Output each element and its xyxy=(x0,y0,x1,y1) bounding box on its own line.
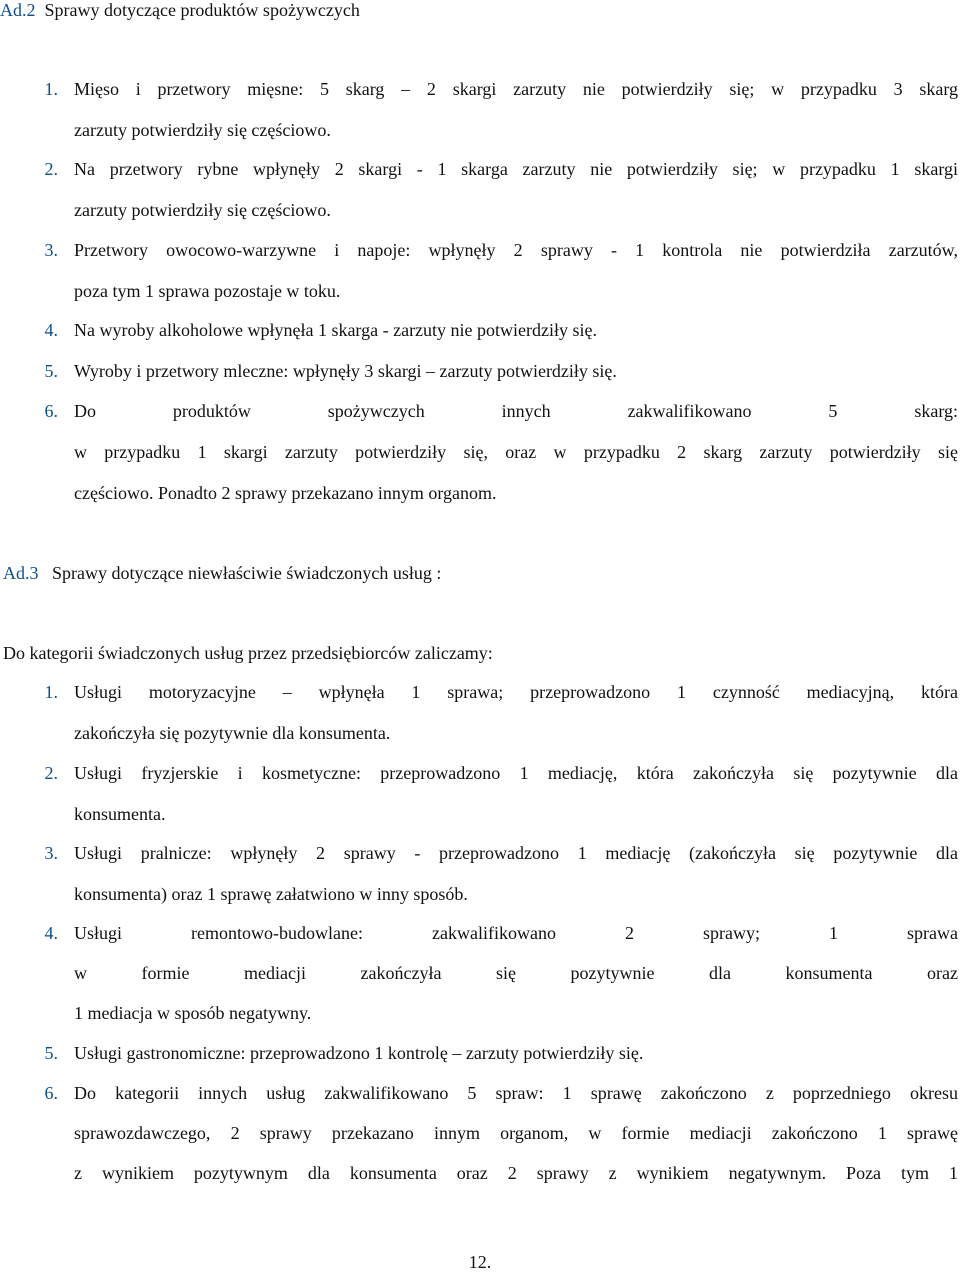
section-2-title: Sprawy dotyczące produktów spożywczych xyxy=(44,0,360,20)
list-item-number: 4. xyxy=(44,320,58,340)
list-item-number: 4. xyxy=(44,923,58,943)
list-item-text: sprawozdawczego, 2 sprawy przekazano innym organom, w formie mediacji zakończono 1 sprawę xyxy=(74,1123,958,1143)
section-3-intro: Do kategorii świadczonych usług przez przedsiębiorców zaliczamy: xyxy=(3,643,493,663)
list-item-number: 1. xyxy=(44,79,58,99)
list-item-number: 5. xyxy=(44,361,58,381)
list-item-number: 3. xyxy=(44,240,58,260)
section-3-heading xyxy=(3,563,441,583)
list-item-text: Usługi motoryzacyjne – wpłynęła 1 sprawa; przeprowadzono 1 czynność mediacyjną, która xyxy=(74,682,958,702)
section-2-number: Ad.2 xyxy=(0,0,36,20)
list-item-text: zarzuty potwierdziły się częściowo. xyxy=(74,200,331,220)
section-2-heading xyxy=(0,0,360,20)
list-item-number: 6. xyxy=(44,1083,58,1103)
list-item-text: Przetwory owocowo-warzywne i napoje: wpłynęły 2 sprawy - 1 kontrola nie potwierdziła zarzutów, xyxy=(74,240,958,260)
list-item-number: 1. xyxy=(44,682,58,702)
page-number: 12. xyxy=(468,1252,492,1272)
list-item-text: z wynikiem pozytywnym dla konsumenta oraz 2 sprawy z wynikiem negatywnym. Poza tym 1 xyxy=(74,1163,958,1183)
list-item-text: zakończyła się pozytywnie dla konsumenta. xyxy=(74,723,391,743)
list-item-text: Usługi remontowo-budowlane: zakwalifikowano 2 sprawy; 1 sprawa xyxy=(74,923,958,943)
list-item-text: w formie mediacji zakończyła się pozytywnie dla konsumenta oraz xyxy=(74,963,958,983)
list-item-text: Do kategorii innych usług zakwalifikowano 5 spraw: 1 sprawę zakończono z poprzedniego okresu xyxy=(74,1083,958,1103)
list-item-text: Do produktów spożywczych innych zakwalifikowano 5 skarg: xyxy=(74,401,958,421)
list-item-text: Usługi gastronomiczne: przeprowadzono 1 kontrolę – zarzuty potwierdziły się. xyxy=(74,1043,644,1063)
list-item-number: 2. xyxy=(44,159,58,179)
section-3-title: Sprawy dotyczące niewłaściwie świadczonych usług : xyxy=(52,563,442,583)
list-item-text: Usługi fryzjerskie i kosmetyczne: przeprowadzono 1 mediację, która zakończyła się pozytywnie dla xyxy=(74,763,958,783)
list-item-text: Na przetwory rybne wpłynęły 2 skargi - 1 skarga zarzuty nie potwierdziły się; w przypadku 1 skargi xyxy=(74,159,958,179)
section-3-number: Ad.3 xyxy=(3,563,39,583)
list-item-text: poza tym 1 sprawa pozostaje w toku. xyxy=(74,281,341,301)
list-item-text: Na wyroby alkoholowe wpłynęła 1 skarga - zarzuty nie potwierdziły się. xyxy=(74,320,598,340)
list-item-text: konsumenta) oraz 1 sprawę załatwiono w inny sposób. xyxy=(74,884,468,904)
list-item-text: Usługi pralnicze: wpłynęły 2 sprawy - przeprowadzono 1 mediację (zakończyła się pozytywnie dla xyxy=(74,843,958,863)
list-item-text: 1 mediacja w sposób negatywny. xyxy=(74,1003,312,1023)
list-item-text: częściowo. Ponadto 2 sprawy przekazano innym organom. xyxy=(74,483,497,503)
list-item-text: zarzuty potwierdziły się częściowo. xyxy=(74,120,331,140)
list-item-text: w przypadku 1 skargi zarzuty potwierdziły się, oraz w przypadku 2 skarg zarzuty potwierdziły się xyxy=(74,442,958,462)
list-item-number: 3. xyxy=(44,843,58,863)
list-item-text: konsumenta. xyxy=(74,804,166,824)
list-item-text: Wyroby i przetwory mleczne: wpłynęły 3 skargi – zarzuty potwierdziły się. xyxy=(74,361,617,381)
list-item-text: Mięso i przetwory mięsne: 5 skarg – 2 skargi zarzuty nie potwierdziły się; w przypadku 3 skarg xyxy=(74,79,958,99)
list-item-number: 6. xyxy=(44,401,58,421)
list-item-number: 5. xyxy=(44,1043,58,1063)
list-item-number: 2. xyxy=(44,763,58,783)
